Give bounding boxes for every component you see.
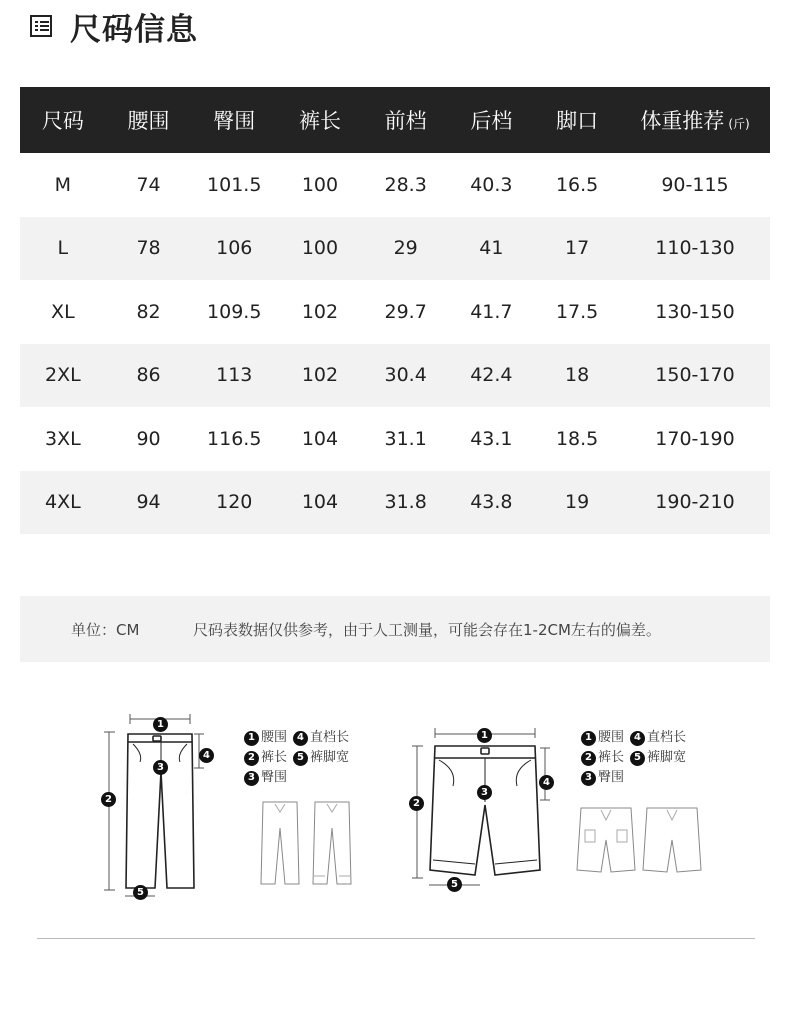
table-row — [20, 471, 770, 535]
shorts-marker-2: 2 — [409, 796, 424, 811]
cell-waist: 74 — [136, 173, 161, 196]
cell-back-rise: 42.4 — [449, 344, 535, 408]
cell-hip: 116.5 — [207, 427, 262, 450]
shorts-marker-1: 1 — [477, 728, 492, 743]
cell-back-rise: 41.7 — [470, 300, 513, 323]
cell-hip: 109.5 — [207, 300, 262, 323]
cell-back-rise: 41 — [449, 217, 535, 281]
table-row — [20, 407, 770, 471]
cell-back-rise: 43.8 — [449, 471, 535, 535]
cell-size: L — [20, 217, 106, 281]
cell-front-rise: 29.7 — [384, 300, 427, 323]
marker-5: 5 — [133, 885, 148, 900]
shorts-legend-hip: 臀围 — [598, 770, 625, 785]
cell-length: 100 — [277, 217, 363, 281]
shorts-legend-rise: 直档长 — [647, 730, 687, 745]
cell-weight: 170-190 — [655, 427, 735, 450]
page-header — [30, 6, 198, 46]
cell-leg-opening: 18 — [534, 344, 620, 408]
page-title: 尺码信息 — [70, 11, 198, 48]
cell-front-rise: 31.1 — [384, 427, 427, 450]
cell-leg-opening: 17 — [534, 217, 620, 281]
table-header-row — [20, 87, 770, 153]
header-length: 裤长 — [277, 87, 363, 153]
header-hip: 臀围 — [191, 87, 277, 153]
cell-length: 100 — [301, 173, 339, 196]
cell-size: 3XL — [45, 427, 81, 450]
marker-3: 3 — [153, 760, 168, 775]
pants-legend — [244, 728, 355, 788]
pants-markers — [95, 710, 225, 900]
header-size: 尺码 — [20, 87, 106, 153]
header-weight-unit: (斤) — [728, 117, 750, 131]
legend-num-1: 1 — [244, 731, 259, 746]
header-back-rise: 后档 — [449, 87, 535, 153]
cell-weight: 150-170 — [620, 344, 770, 408]
note-text: 尺码表数据仅供参考，由于人工测量，可能会存在1-2CM左右的偏差。 — [193, 620, 661, 639]
cell-back-rise: 43.1 — [470, 427, 513, 450]
cell-leg-opening: 16.5 — [555, 173, 599, 196]
cell-hip: 113 — [191, 344, 277, 408]
cell-leg-opening: 18.5 — [555, 427, 599, 450]
shorts-legend-num-1: 1 — [581, 731, 596, 746]
shorts-marker-4: 4 — [539, 775, 554, 790]
cell-waist: 90 — [136, 427, 161, 450]
table-row — [20, 280, 770, 344]
header-weight-label: 体重推荐 — [640, 109, 725, 133]
legend-rise: 直档长 — [310, 730, 350, 745]
cell-length: 102 — [301, 300, 339, 323]
cell-size: 2XL — [20, 344, 106, 408]
cell-waist: 94 — [106, 471, 192, 535]
shorts-legend-waist: 腰围 — [598, 730, 625, 745]
cell-length: 102 — [277, 344, 363, 408]
table-row — [20, 153, 770, 217]
legend-num-4: 4 — [293, 731, 308, 746]
list-icon — [30, 15, 52, 37]
shorts-legend-num-2: 2 — [581, 751, 596, 766]
cell-front-rise: 30.4 — [363, 344, 449, 408]
cell-front-rise: 29 — [363, 217, 449, 281]
cell-waist: 78 — [106, 217, 192, 281]
cell-weight: 90-115 — [661, 173, 729, 196]
table-row — [20, 344, 770, 408]
shorts-marker-3: 3 — [477, 785, 492, 800]
legend-num-5: 5 — [293, 751, 308, 766]
header-front-rise: 前档 — [363, 87, 449, 153]
cell-front-rise: 28.3 — [384, 173, 427, 196]
legend-length: 裤长 — [261, 750, 288, 765]
cell-length: 104 — [277, 471, 363, 535]
cell-back-rise: 40.3 — [470, 173, 513, 196]
cell-waist: 82 — [136, 300, 161, 323]
cell-hip: 120 — [191, 471, 277, 535]
marker-1: 1 — [153, 717, 168, 732]
cell-waist: 86 — [106, 344, 192, 408]
cell-weight: 110-130 — [620, 217, 770, 281]
legend-waist: 腰围 — [261, 730, 288, 745]
cell-size: XL — [51, 300, 75, 323]
cell-front-rise: 31.8 — [363, 471, 449, 535]
legend-hip: 臀围 — [261, 770, 288, 785]
header-waist: 腰围 — [106, 87, 192, 153]
cell-weight: 190-210 — [620, 471, 770, 535]
shorts-legend-num-3: 3 — [581, 771, 596, 786]
marker-2: 2 — [101, 792, 116, 807]
measurement-note — [20, 596, 770, 662]
shorts-legend-num-4: 4 — [630, 731, 645, 746]
bottom-divider — [37, 938, 755, 939]
cell-size: M — [54, 173, 72, 196]
unit-label: 单位：CM — [71, 620, 140, 639]
legend-leg-width: 裤脚宽 — [310, 750, 350, 765]
shorts-thumbnails — [575, 804, 705, 879]
shorts-legend-length: 裤长 — [598, 750, 625, 765]
shorts-legend-leg-width: 裤脚宽 — [647, 750, 687, 765]
cell-weight: 130-150 — [655, 300, 735, 323]
shorts-legend — [581, 728, 692, 788]
table-row — [20, 217, 770, 281]
cell-hip: 106 — [191, 217, 277, 281]
legend-num-3: 3 — [244, 771, 259, 786]
header-leg-opening: 脚口 — [534, 87, 620, 153]
cell-hip: 101.5 — [207, 173, 262, 196]
cell-leg-opening: 17.5 — [555, 300, 599, 323]
legend-num-2: 2 — [244, 751, 259, 766]
size-table — [20, 87, 770, 534]
shorts-markers — [405, 710, 560, 900]
cell-leg-opening: 19 — [534, 471, 620, 535]
shorts-legend-num-5: 5 — [630, 751, 645, 766]
pants-thumbnails — [255, 798, 365, 888]
cell-length: 104 — [301, 427, 339, 450]
marker-4: 4 — [199, 748, 214, 763]
shorts-marker-5: 5 — [447, 877, 462, 892]
cell-size: 4XL — [20, 471, 106, 535]
header-weight — [620, 87, 770, 153]
